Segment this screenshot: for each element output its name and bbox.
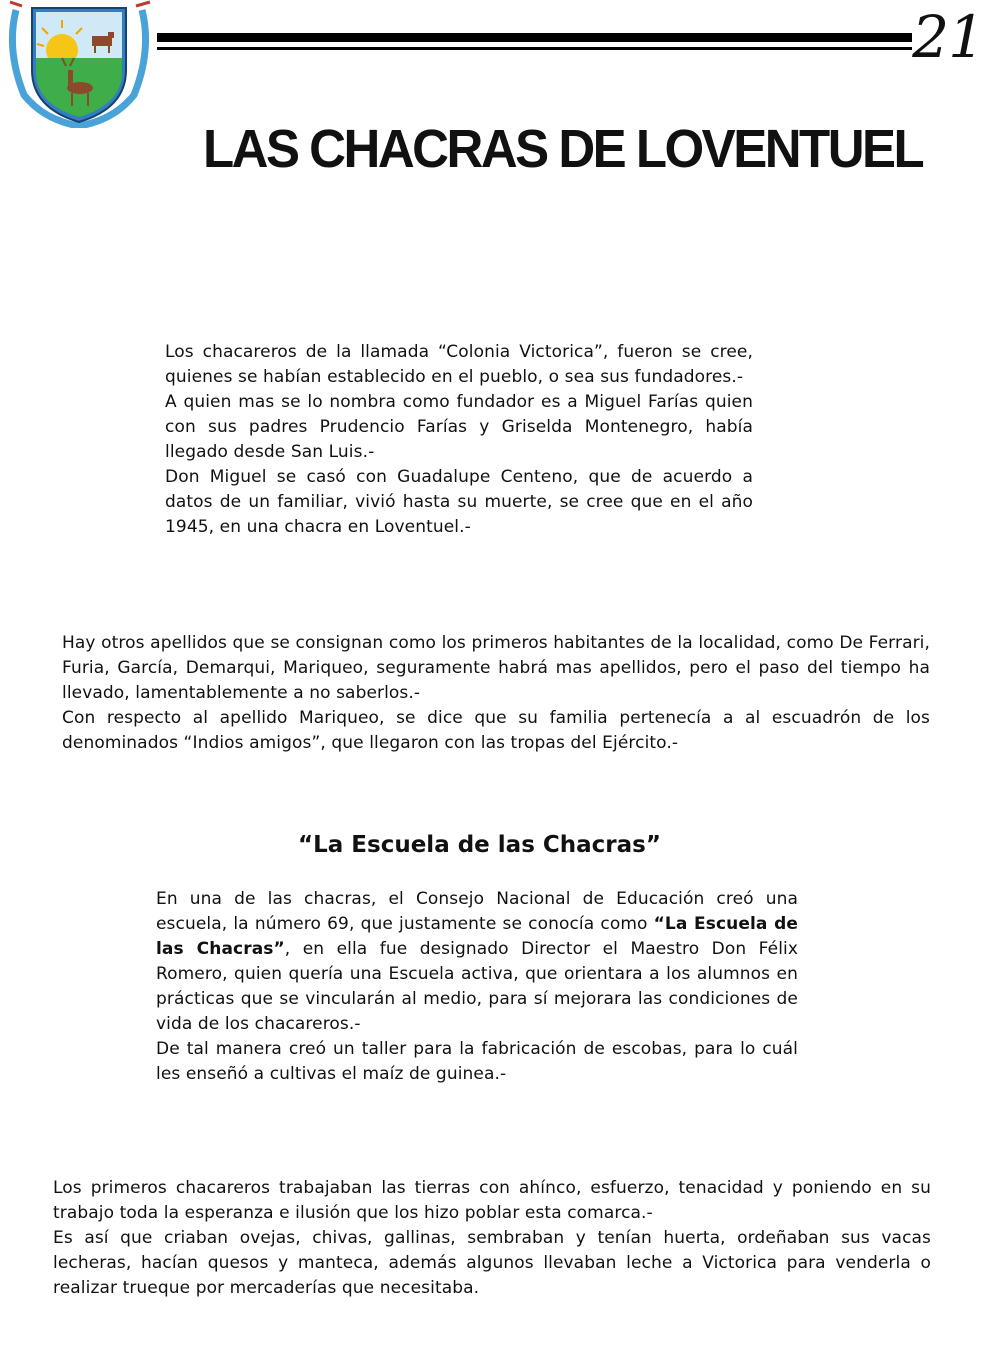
paragraph: Con respecto al apellido Mariqueo, se dice que su familia pertenecía a al escuadrón de los denominados “Indios amigos”, que llegaron con las tropas del Ejército.- bbox=[62, 708, 930, 753]
page-number: 21 bbox=[912, 3, 984, 71]
paragraph: Es así que criaban ovejas, chivas, gallinas, sembraban y tenían huerta, ordeñaban sus vacas lecheras, hacían quesos y manteca, además algunos llevaban leche a Victorica para venderla o realizar trueque por mercaderías que necesitaba. bbox=[53, 1228, 931, 1298]
paragraph: Hay otros apellidos que se consignan como los primeros habitantes de la localidad, como De Ferrari, Furia, García, Demarqui, Mariqueo, seguramente habrá mas apellidos, pero el paso del tiempo ha llevado, lamentablemente a no saberlos.- bbox=[62, 633, 930, 703]
school-name-emphasis: “La Escuela de las Chacras” bbox=[156, 914, 798, 959]
paragraph-text: , en ella fue designado Director el Maestro Don Félix Romero, quien quería una Escuela activa, que orientara a los alumnos en prácticas que se vincularán al medio, para sí mejorara las condiciones de vida de los chacareros.- bbox=[156, 939, 798, 1034]
paragraph: A quien mas se lo nombra como fundador es a Miguel Farías quien con sus padres Prudencio Farías y Griselda Montenegro, había llegado desde San Luis.- bbox=[165, 392, 753, 462]
paragraph-text: En una de las chacras, el Consejo Nacional de Educación creó una escuela, la número 69, que justamente se conocía como bbox=[156, 889, 798, 934]
farmers-text-block bbox=[53, 1176, 931, 1301]
header-rule-thin bbox=[157, 47, 912, 50]
section-subtitle: “La Escuela de las Chacras” bbox=[298, 832, 661, 858]
page-title: LAS CHACRAS DE LOVENTUEL bbox=[203, 118, 923, 179]
paragraph: Los primeros chacareros trabajaban las tierras con ahínco, esfuerzo, tenacidad y poniendo en su trabajo toda la esperanza e ilusión que los hizo poblar esta comarca.- bbox=[53, 1178, 931, 1223]
paragraph: De tal manera creó un taller para la fabricación de escobas, para lo cuál les enseñó a cultivas el maíz de guinea.- bbox=[156, 1039, 798, 1084]
municipal-crest-logo bbox=[4, 0, 154, 128]
header-rule-thick bbox=[157, 33, 912, 42]
school-text-block bbox=[156, 887, 798, 1087]
paragraph: Los chacareros de la llamada “Colonia Victorica”, fueron se cree, quienes se habían establecido en el pueblo, o sea sus fundadores.- bbox=[165, 342, 753, 387]
surnames-text-block bbox=[62, 631, 930, 756]
paragraph: Don Miguel se casó con Guadalupe Centeno, que de acuerdo a datos de un familiar, vivió hasta su muerte, se cree que en el año 1945, en una chacra en Loventuel.- bbox=[165, 467, 753, 537]
intro-text-block bbox=[165, 340, 753, 540]
paragraph bbox=[156, 887, 798, 1037]
